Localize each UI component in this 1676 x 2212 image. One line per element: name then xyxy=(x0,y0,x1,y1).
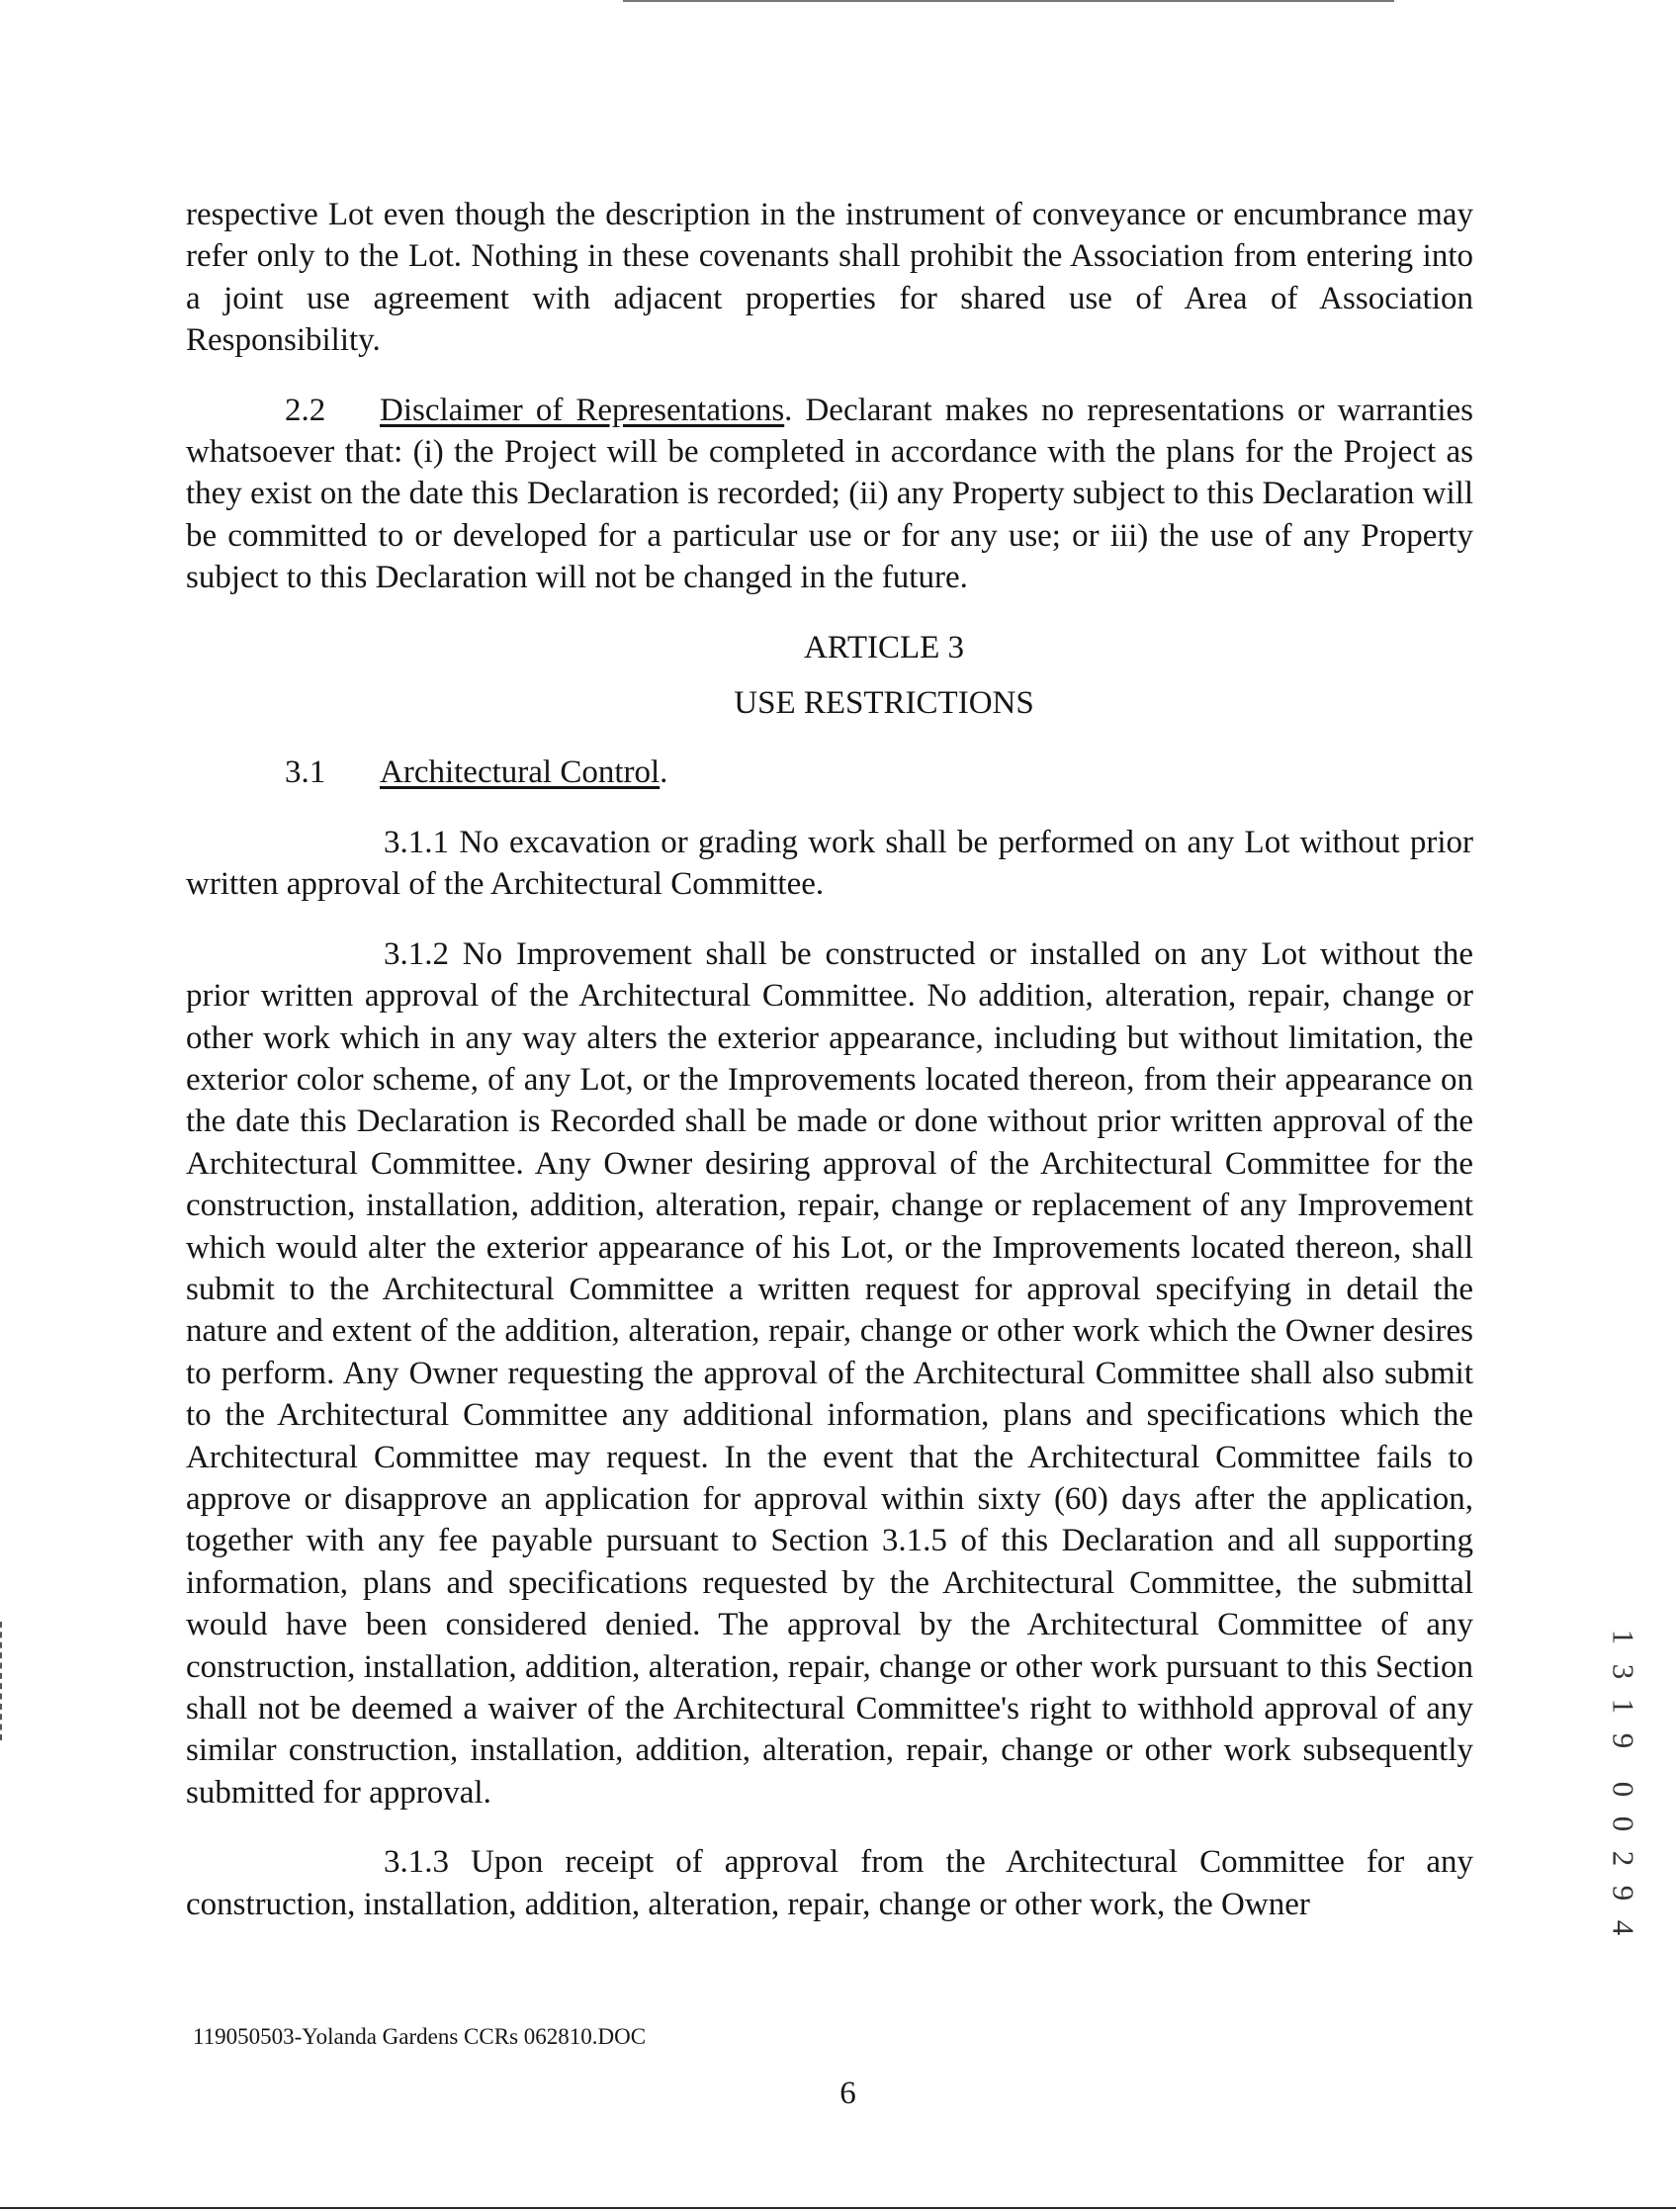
stamp-digit: 1 xyxy=(1606,1629,1641,1645)
scan-edge-bottom xyxy=(0,2207,1676,2209)
scan-edge-left xyxy=(0,1622,4,1740)
section-2-2-title: Disclaimer of Representations xyxy=(380,392,785,428)
footer-doc-id: 119050503-Yolanda Gardens CCRs 062810.DOC xyxy=(193,2024,647,2049)
section-3-1-3 xyxy=(186,1841,1473,1925)
stamp-digit: 9 xyxy=(1606,1885,1641,1902)
stamp-digit: 2 xyxy=(1606,1850,1641,1867)
section-3-1-title: Architectural Control xyxy=(380,754,661,791)
margin-stamp xyxy=(1604,1620,1643,1945)
paragraph-continuation: respective Lot even though the description in the instrument of conveyance or encumbrance may refer only to the Lot. Nothing in these covenants shall prohibit the Association from entering into a joint use agreement with adjacent properties for shared use of Area of Association Responsibility. xyxy=(186,197,1473,359)
stamp-digit: 0 xyxy=(1606,1781,1641,1798)
section-3-1-3-text: 3.1.3 Upon receipt of approval from the Architectural Committee for any construction, installation, addition, alteration, repair, change or other work, the Owner xyxy=(186,1844,1473,1922)
section-3-1-1 xyxy=(186,822,1473,906)
section-3-1 xyxy=(186,752,1473,793)
stamp-digit: 4 xyxy=(1606,1919,1641,1936)
section-3-1-number: 3.1 xyxy=(285,754,326,791)
article-title: USE RESTRICTIONS xyxy=(734,685,1034,722)
stamp-digit: 3 xyxy=(1606,1663,1641,1680)
section-2-2-body: . Declarant makes no representations or warranties whatsoever that: (i) the Project will be completed in accordance with the plans for the Project as they exist on the date this Declaration is recorded; (ii) any Property subject to this Declaration will be committed to or developed for a particular use or for any use; or iii) the use of any Property subject to this Declaration will not be changed in the future. xyxy=(186,392,1473,596)
scan-edge-top xyxy=(623,0,1394,2)
section-3-1-1-text: 3.1.1 No excavation or grading work shall be performed on any Lot without prior written approval of the Architectural Committee. xyxy=(186,824,1473,903)
section-3-1-period: . xyxy=(660,754,668,791)
stamp-digit: 1 xyxy=(1606,1698,1641,1715)
section-2-2 xyxy=(186,390,1473,599)
stamp-digit: 9 xyxy=(1606,1732,1641,1749)
stamp-digit: 0 xyxy=(1606,1815,1641,1832)
section-3-1-2 xyxy=(186,933,1473,1814)
section-2-2-number: 2.2 xyxy=(285,392,326,428)
page-number: 6 xyxy=(839,2076,856,2111)
section-3-1-2-text: 3.1.2 No Improvement shall be constructed or installed on any Lot without the prior written approval of the Architectural Committee. No addition, alteration, repair, change or other work which in any way alters the exterior appearance, including but without limitation, the exterior color scheme, of any Lot, or the Improvements located thereon, from their appearance on the date this Declaration is Recorded shall be made or done without prior written approval of the Architectural Committee. Any Owner desiring approval of the Architectural Committee for the construction, installation, addition, alteration, repair, change or replacement of any Improvement which would alter the exterior appearance of his Lot, or the Improvements located thereon, shall submit to the Architectural Committee a written request for approval specifying in detail the nature and extent of the addition, alteration, repair, change or other work which the Owner desires to perform. Any Owner requesting the approval of the Architectural Committee shall also submit to the Architectural Committee any additional information, plans and specifications which the Architectural Committee may request. In the event that the Architectural Committee fails to approve or disapprove an application for approval within sixty (60) days after the application, together with any fee payable pursuant to Section 3.1.5 of this Declaration and all supporting information, plans and specifications requested by the Architectural Committee, the submittal would have been considered denied. The approval by the Architectural Committee of any construction, installation, addition, alteration, repair, change or other work pursuant to this Section shall not be deemed a waiver of the Architectural Committee's right to withhold approval of any similar construction, installation, addition, alteration, repair, change or other work subsequently submitted for approval. xyxy=(186,935,1473,1811)
document-body xyxy=(186,194,1473,1925)
article-number: ARTICLE 3 xyxy=(803,629,965,665)
